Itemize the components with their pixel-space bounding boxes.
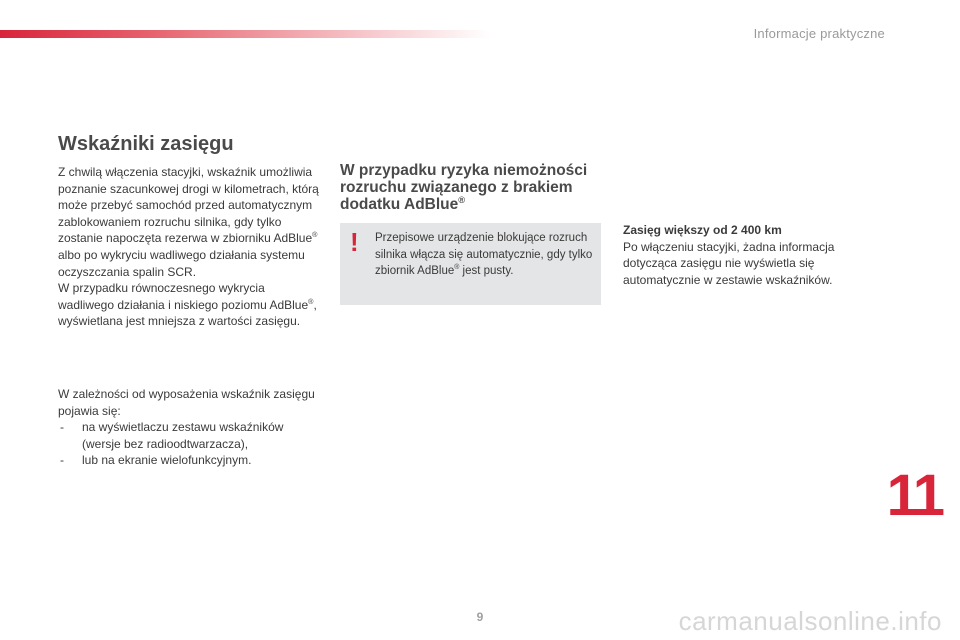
section-title-start-risk: W przypadku ryzyka niemożności rozruchu związanego z brakiem dodatku AdBlue® — [340, 162, 588, 213]
range-indicator-description — [58, 164, 323, 330]
chapter-number: 11 — [886, 463, 942, 528]
list-item: - na wyświetlaczu zestawu wskaźników (wersje bez radioodtwarzacza), — [58, 419, 323, 452]
registered-mark: ® — [308, 296, 314, 306]
section-title-range-indicators: Wskaźniki zasięgu — [58, 133, 234, 155]
page-number: 9 — [476, 610, 484, 624]
exclamation-warning-icon: ! — [350, 227, 359, 257]
watermark: carmanualsonline.info — [678, 606, 942, 636]
registered-mark: ® — [454, 264, 460, 272]
list-item: - lub na ekranie wielofunkcyjnym. — [58, 452, 323, 469]
paragraph-2: W przypadku równoczesnego wykrycia wadliwego działania i niskiego poziomu AdBlue®, wyświetlana jest mniejsza z wartości zasięgu. — [58, 281, 317, 329]
display-location-description — [58, 386, 323, 469]
paragraph-3: W zależności od wyposażenia wskaźnik zasięgu pojawia się: — [58, 387, 315, 418]
registered-mark: ® — [312, 230, 318, 240]
paragraph-1: Z chwilą włączenia stacyjki, wskaźnik umożliwia poznanie szacunkowej drogi w kilometrach, którą może przebyć samochód przed automatycznym zablokowaniem rozruchu silnika, gdy tylko zostanie napoczęta rezerwa w zbiorniku AdBlue® albo po wykryciu wadliwego działania systemu oczyszczania spalin SCR. — [58, 165, 319, 279]
range-over-2400-text: Po włączeniu stacyjki, żadna informacja dotycząca zasięgu nie wyświetla się automatycznie w zestawie wskaźników. — [623, 239, 835, 287]
range-over-2400-section — [623, 222, 883, 288]
header-title: Informacje praktyczne — [753, 26, 885, 41]
warning-box — [340, 223, 601, 305]
subtitle-range-over-2400: Zasięg większy od 2 400 km — [623, 223, 782, 237]
warning-text: Przepisowe urządzenie blokujące rozruch silnika włącza się automatycznie, gdy tylko zbiornik AdBlue® jest pusty. — [375, 232, 593, 277]
registered-mark: ® — [458, 194, 466, 205]
header-accent-bar — [0, 30, 490, 38]
display-location-list — [58, 419, 323, 469]
